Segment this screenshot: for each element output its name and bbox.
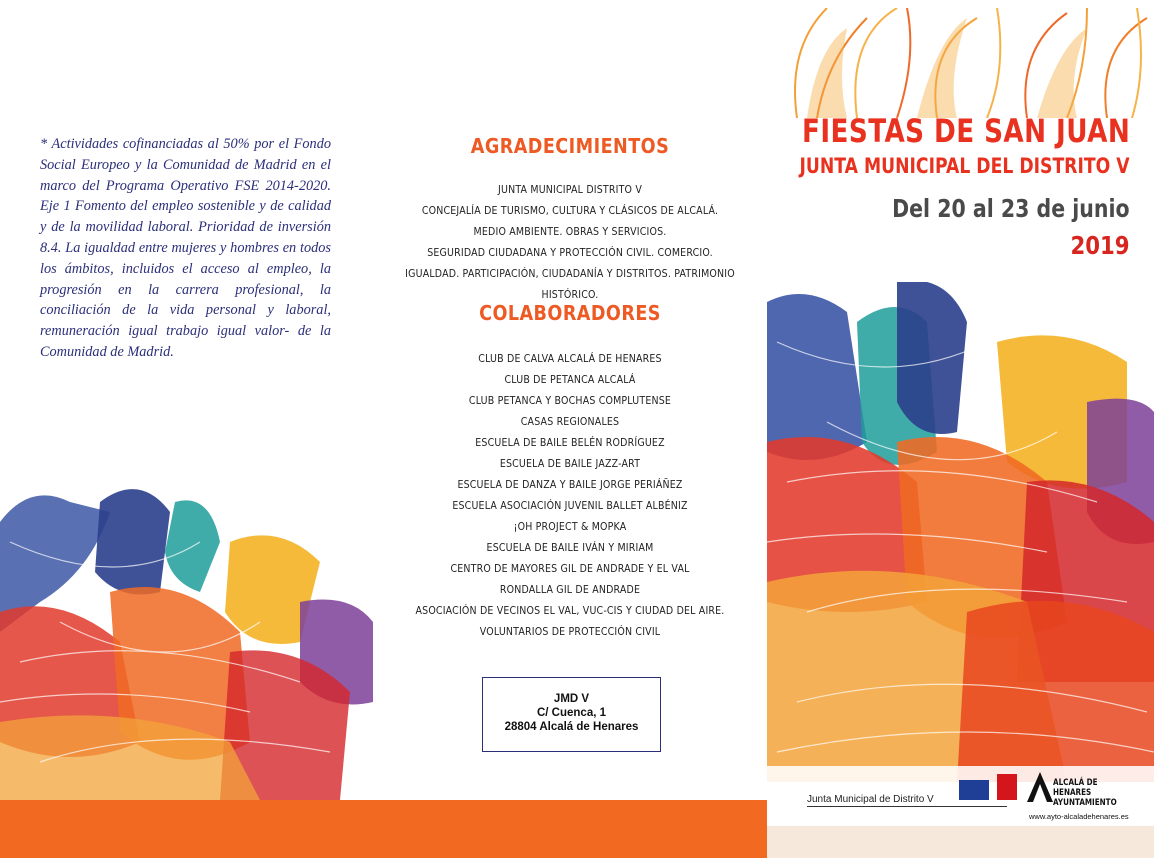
collaborator-item: ESCUELA DE BAILE BELÉN RODRÍGUEZ [475,437,665,449]
thanks-item: MEDIO AMBIENTE. OBRAS Y SERVICIOS. [473,226,667,238]
left-panel [0,0,373,858]
ayuntamiento-name [1053,778,1134,808]
cofinancing-note: * Actividades cofinanciadas al 50% por el Fondo Social Europeo y la Comunidad de Madrid en el marco del Programa Operativo FSE 2014-2020. Eje 1 Fomento del empleo sostenible y de calidad y de la movilidad laboral. Prioridad de inversión 8.4. La igualdad entre mujeres y hombres en todos los ámbitos, incluidos el acceso al empleo, la progresión en la carrera profesional, la conciliación de la vida personal y laboral, remuneración igual trabajo igual valor- de la Comunidad de Madrid. [40,136,331,360]
dancers-illustration-left [0,482,373,800]
ayuntamiento-line: ALCALÁ DE HENARES [1053,778,1098,798]
collaborator-item: CLUB DE CALVA ALCALÁ DE HENARES [478,353,662,365]
thanks-item: IGUALDAD. PARTICIPACIÓN, CIUDADANÍA Y DISTRITOS. PATRIMONIO HISTÓRICO. [405,268,735,301]
district-label: Junta Municipal de Distrito V [807,794,934,805]
divider [807,806,1007,807]
address-line: JMD V [553,693,590,705]
collaborator-item: ESCUELA DE DANZA Y BAILE JORGE PERIÁÑEZ [457,479,683,491]
cover-panel [767,0,1154,858]
collaborators-list [373,349,767,643]
flames-illustration [787,8,1154,118]
ayuntamiento-logo-icon [1027,772,1053,802]
cover-title: FIESTAS DE SAN JUAN [801,112,1130,150]
collaborator-item: ASOCIACIÓN DE VECINOS EL VAL, VUC-CIS Y CIUDAD DEL AIRE. [415,605,725,617]
orange-bottom-band [0,800,767,858]
thanks-item: CONCEJALÍA DE TURISMO, CULTURA Y CLÁSICOS DE ALCALÁ. [421,205,719,217]
cover-subtitle: JUNTA MUNICIPAL DEL DISTRITO V [799,154,1130,178]
address-line: C/ Cuenca, 1 [536,707,607,719]
collaborator-item: ESCUELA DE BAILE JAZZ-ART [499,458,641,470]
thanks-item: SEGURIDAD CIUDADANA Y PROTECCIÓN CIVIL. COMERCIO. [427,247,713,259]
ayuntamiento-line: AYUNTAMIENTO [1053,798,1117,808]
thanks-list [373,180,767,301]
comunidad-madrid-logo-icon [997,774,1017,800]
cover-year: 2019 [1070,231,1130,260]
bottom-strip [767,826,1154,858]
collaborator-item: VOLUNTARIOS DE PROTECCIÓN CIVIL [479,626,661,638]
thanks-heading: AGRADECIMIENTOS [470,134,670,158]
thanks-item: JUNTA MUNICIPAL DISTRITO V [498,184,642,196]
middle-panel [373,0,767,858]
collaborator-item: CENTRO DE MAYORES GIL DE ANDRADE Y EL VAL [450,563,690,575]
collaborators-heading: COLABORADORES [479,301,661,325]
eu-flag-icon [959,780,989,800]
collaborator-item: RONDALLA GIL DE ANDRADE [499,584,641,596]
collaborator-item: CLUB PETANCA Y BOCHAS COMPLUTENSE [468,395,672,407]
collaborator-item: CASAS REGIONALES [520,416,620,428]
ayuntamiento-url: www.ayto-alcaladehenares.es [1029,812,1129,821]
cover-dates: Del 20 al 23 de junio [892,194,1130,223]
collaborator-item: ESCUELA DE BAILE IVÁN Y MIRIAM [486,542,654,554]
collaborator-item: CLUB DE PETANCA ALCALÁ [504,374,636,386]
collaborator-item: ESCUELA ASOCIACIÓN JUVENIL BALLET ALBÉNIZ [452,500,688,512]
dancers-illustration-cover [767,282,1154,782]
collaborator-item: ¡OH PROJECT & MOPKA [513,521,627,533]
address-box [482,677,661,752]
address-line: 28804 Alcalá de Henares [504,721,639,733]
